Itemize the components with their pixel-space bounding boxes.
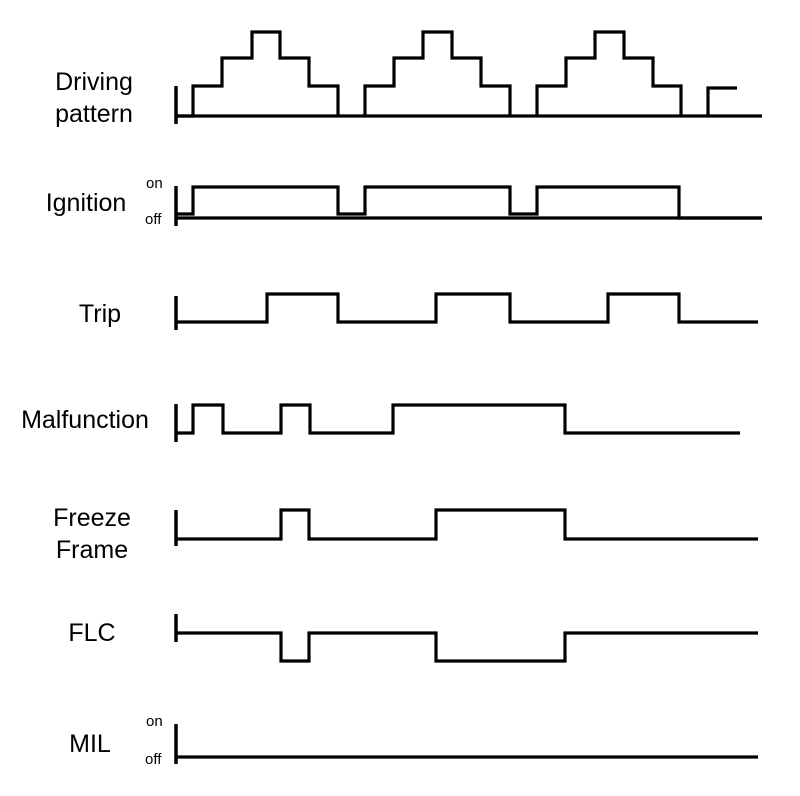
freeze-frame-label-line-1: Freeze bbox=[53, 504, 131, 532]
ignition-on-label: on bbox=[146, 175, 163, 192]
mil-label-line-1: MIL bbox=[69, 730, 111, 758]
ignition-row bbox=[176, 186, 762, 226]
flc-row bbox=[176, 614, 758, 661]
freeze-frame-label-line-2: Frame bbox=[55, 536, 129, 564]
malfunction-label-line-1: Malfunction bbox=[21, 406, 149, 434]
freeze-frame-row bbox=[176, 510, 758, 546]
freeze-frame-waveform bbox=[176, 510, 758, 539]
mil-on-label: on bbox=[146, 713, 163, 730]
malfunction-waveform bbox=[176, 405, 740, 433]
mil-row bbox=[176, 724, 758, 764]
driving-pattern-cycle-1 bbox=[176, 32, 338, 116]
driving-pattern-label-line-2: pattern bbox=[55, 100, 133, 128]
ignition-off-label: off bbox=[145, 211, 162, 228]
driving-pattern-cycle-2 bbox=[365, 32, 510, 116]
ignition-waveform bbox=[176, 187, 762, 218]
driving-pattern-row bbox=[176, 32, 762, 124]
trip-waveform bbox=[176, 294, 758, 322]
flc-label-line-1: FLC bbox=[68, 619, 116, 647]
trip-label-line-1: Trip bbox=[78, 300, 122, 328]
mil-off-label: off bbox=[145, 751, 162, 768]
driving-pattern-cycle-3 bbox=[537, 32, 681, 116]
ignition-label-line-1: Ignition bbox=[45, 189, 127, 217]
trip-row bbox=[176, 294, 758, 330]
malfunction-row bbox=[176, 404, 740, 442]
flc-waveform bbox=[176, 633, 758, 661]
driving-pattern-cycle-4 bbox=[708, 88, 737, 116]
driving-pattern-label-line-1: Driving bbox=[55, 68, 133, 96]
